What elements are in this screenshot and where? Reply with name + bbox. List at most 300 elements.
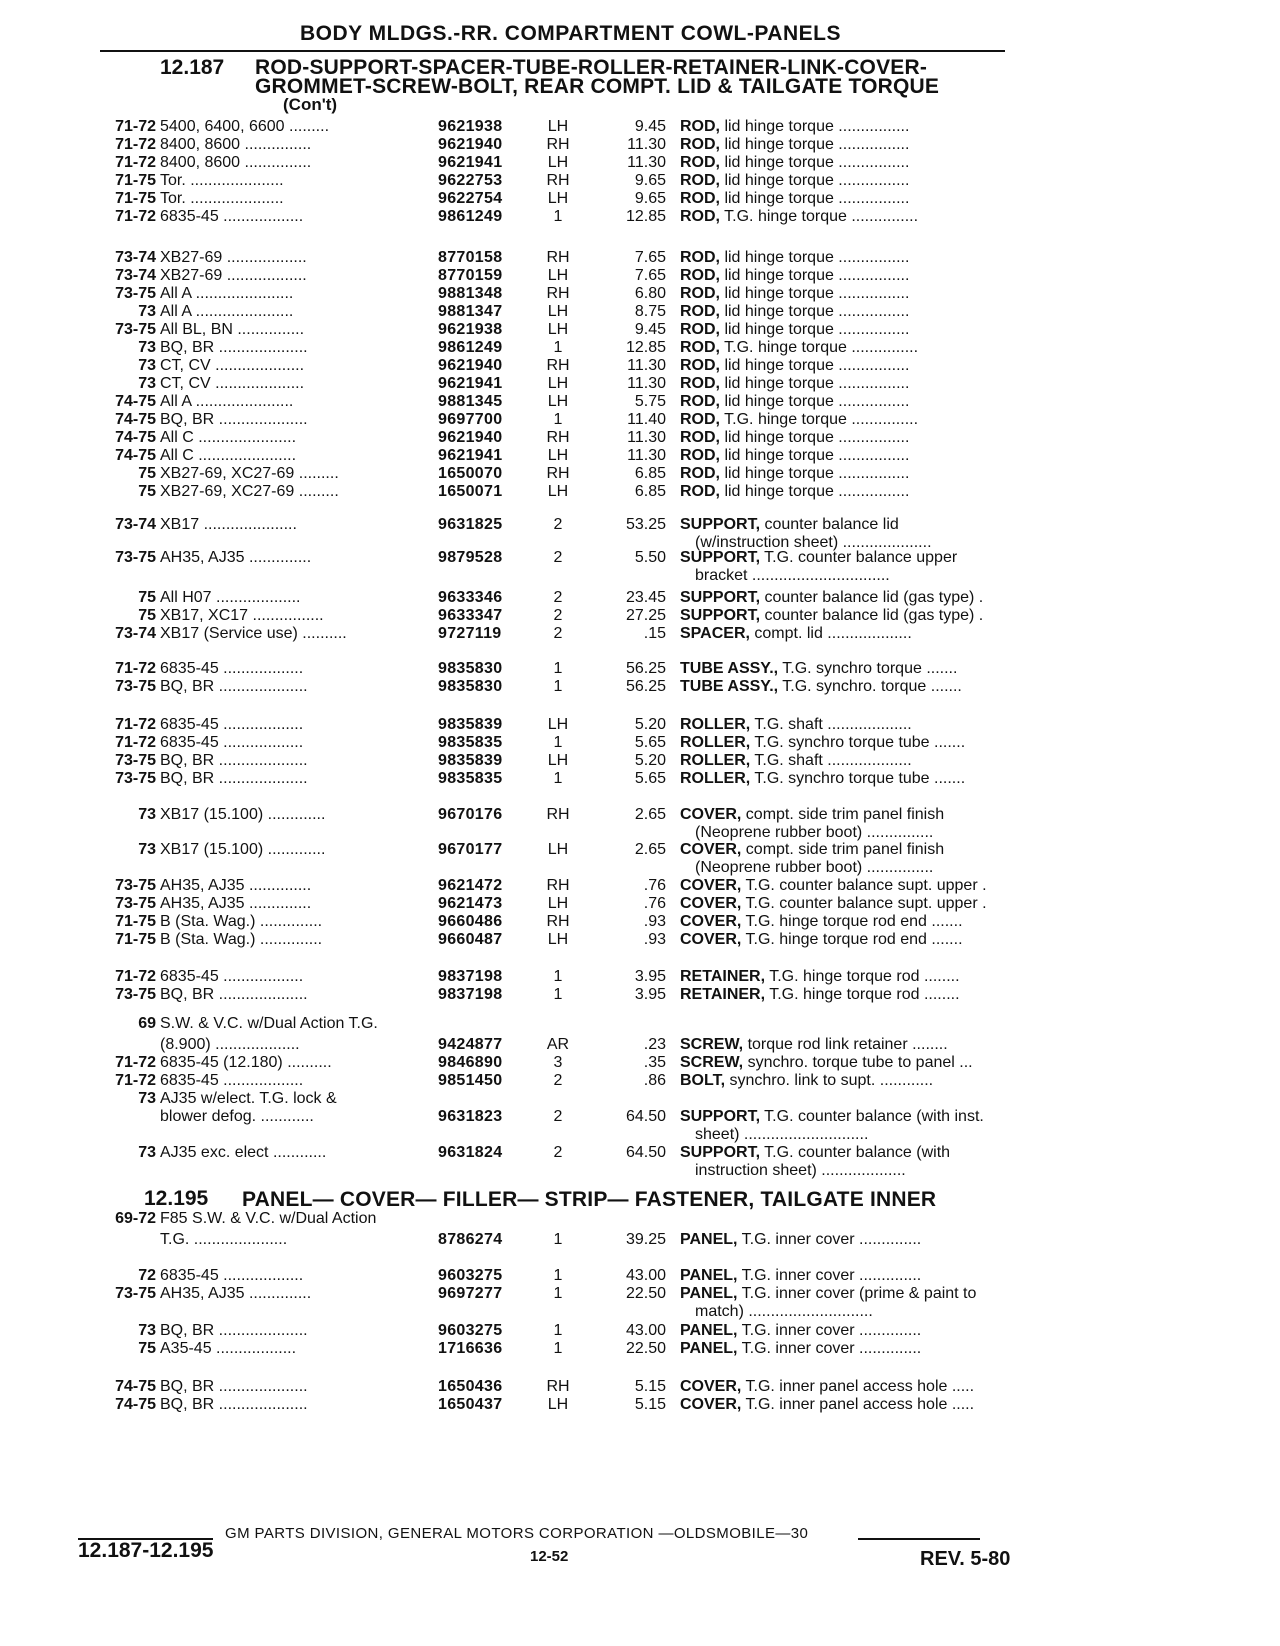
part-name: SUPPORT, bbox=[680, 607, 761, 624]
model-code: Tor. ..................... bbox=[160, 172, 284, 189]
price: 11.30 bbox=[627, 447, 666, 464]
model-year: 73-75 bbox=[115, 321, 156, 338]
model-year: 72 bbox=[138, 1267, 156, 1284]
part-description-continued: instruction sheet) ................... bbox=[695, 1162, 906, 1179]
parts-row bbox=[0, 447, 1280, 467]
quantity: LH bbox=[547, 321, 569, 338]
model-year: 73-75 bbox=[115, 285, 156, 302]
part-name: SUPPORT, bbox=[680, 589, 761, 606]
parts-row bbox=[0, 303, 1280, 323]
part-name: ROLLER, bbox=[680, 734, 751, 751]
part-name: ROD, bbox=[680, 447, 720, 464]
part-description bbox=[680, 1267, 1048, 1285]
model-year: 71-72 bbox=[115, 716, 156, 733]
quantity: RH bbox=[546, 877, 570, 894]
price: 11.30 bbox=[627, 375, 666, 392]
parts-row bbox=[0, 154, 1280, 174]
part-description-text: synchro. link to supt. ............ bbox=[725, 1072, 934, 1089]
part-name: ROD, bbox=[680, 208, 720, 225]
part-number: 9835835 bbox=[438, 734, 503, 751]
parts-row bbox=[0, 393, 1280, 413]
model-code: 8400, 8600 ............... bbox=[160, 154, 312, 171]
part-name: ROD, bbox=[680, 303, 720, 320]
parts-row bbox=[0, 607, 1280, 627]
parts-row bbox=[0, 770, 1280, 790]
section1-number: 12.187 bbox=[160, 56, 225, 79]
part-description-text: lid hinge torque ................ bbox=[720, 429, 910, 446]
price: 6.85 bbox=[634, 483, 666, 500]
parts-row bbox=[0, 172, 1280, 192]
price: 56.25 bbox=[625, 660, 666, 677]
model-code: CT, CV .................... bbox=[160, 357, 305, 374]
part-description-text: synchro. torque tube to panel ... bbox=[743, 1054, 973, 1071]
price: 5.15 bbox=[634, 1378, 666, 1395]
part-description-text: T.G. counter balance supt. upper . bbox=[741, 895, 987, 912]
price: 7.65 bbox=[634, 267, 666, 284]
quantity: 2 bbox=[553, 1144, 563, 1161]
price: 64.50 bbox=[625, 1108, 666, 1125]
quantity: RH bbox=[546, 465, 570, 482]
part-description-text: lid hinge torque ................ bbox=[720, 357, 910, 374]
header-rule bbox=[100, 50, 1005, 52]
part-number: 8770159 bbox=[438, 267, 503, 284]
model-year: 73 bbox=[138, 375, 156, 392]
part-description bbox=[680, 375, 1048, 393]
part-description-text: T.G. inner cover .............. bbox=[737, 1267, 922, 1284]
parts-row bbox=[0, 339, 1280, 359]
part-description-text: compt. side trim panel finish bbox=[741, 841, 945, 858]
part-description bbox=[680, 321, 1048, 339]
part-description bbox=[680, 429, 1048, 447]
model-year: 73-75 bbox=[115, 895, 156, 912]
part-description bbox=[680, 208, 1048, 226]
model-code: All A ...................... bbox=[160, 393, 294, 410]
parts-row bbox=[0, 986, 1280, 1006]
model-year: 73-75 bbox=[115, 770, 156, 787]
part-description-text: T.G. synchro torque tube ....... bbox=[750, 734, 966, 751]
part-description bbox=[680, 1231, 1048, 1249]
quantity: RH bbox=[546, 249, 570, 266]
quantity: 1 bbox=[553, 411, 563, 428]
part-description-text: lid hinge torque ................ bbox=[720, 285, 910, 302]
price: .93 bbox=[643, 913, 666, 930]
part-description bbox=[680, 986, 1048, 1004]
model-code: All C ...................... bbox=[160, 429, 297, 446]
part-description-text: T.G. inner cover .............. bbox=[737, 1340, 922, 1357]
part-description bbox=[680, 1144, 1048, 1162]
part-number: 9727119 bbox=[438, 625, 502, 642]
part-description bbox=[680, 483, 1048, 501]
model-year: 73 bbox=[138, 806, 156, 823]
quantity: 1 bbox=[553, 208, 563, 225]
parts-row bbox=[0, 913, 1280, 933]
quantity: LH bbox=[547, 483, 569, 500]
quantity: 2 bbox=[553, 1108, 563, 1125]
part-name: ROD, bbox=[680, 136, 720, 153]
part-description bbox=[680, 734, 1048, 752]
part-description-text: T.G. counter balance supt. upper . bbox=[741, 877, 987, 894]
parts-row bbox=[0, 208, 1280, 228]
price: .76 bbox=[643, 895, 666, 912]
model-code: XB27-69, XC27-69 ......... bbox=[160, 483, 339, 500]
model-code: BQ, BR .................... bbox=[160, 1322, 308, 1339]
price: 3.95 bbox=[634, 968, 666, 985]
part-number: 9861249 bbox=[438, 208, 503, 225]
model-code: 6835-45 .................. bbox=[160, 208, 304, 225]
part-number: 9835839 bbox=[438, 752, 503, 769]
part-description-text: lid hinge torque ................ bbox=[720, 375, 910, 392]
part-name: ROD, bbox=[680, 118, 720, 135]
part-description bbox=[680, 1072, 1048, 1090]
quantity: RH bbox=[546, 172, 570, 189]
part-description bbox=[680, 465, 1048, 483]
part-description bbox=[680, 339, 1048, 357]
section2-title: PANEL— COVER— FILLER— STRIP— FASTENER, TAILGATE INNER bbox=[242, 1188, 937, 1211]
price: .23 bbox=[643, 1036, 666, 1053]
part-name: SUPPORT, bbox=[680, 1108, 761, 1125]
model-code: BQ, BR .................... bbox=[160, 411, 308, 428]
section1-title-line2: GROMMET-SCREW-BOLT, REAR COMPT. LID & TAILGATE TORQUE bbox=[255, 75, 940, 98]
part-name: COVER, bbox=[680, 1396, 742, 1413]
part-number: 9633347 bbox=[438, 607, 503, 624]
price: 11.30 bbox=[627, 136, 666, 153]
part-name: PANEL, bbox=[680, 1285, 738, 1302]
price: 5.20 bbox=[634, 752, 666, 769]
model-code: AH35, AJ35 .............. bbox=[160, 877, 312, 894]
quantity: LH bbox=[547, 393, 569, 410]
part-name: SUPPORT, bbox=[680, 516, 761, 533]
model-year: 73-75 bbox=[115, 986, 156, 1003]
price: 5.65 bbox=[634, 734, 666, 751]
price: 12.85 bbox=[625, 339, 666, 356]
quantity: LH bbox=[547, 303, 569, 320]
part-name: ROD, bbox=[680, 321, 720, 338]
quantity: 1 bbox=[553, 1340, 563, 1357]
parts-row bbox=[0, 190, 1280, 210]
part-description-text: T.G. hinge torque ............... bbox=[720, 411, 919, 428]
model-year: 75 bbox=[138, 483, 156, 500]
model-code: BQ, BR .................... bbox=[160, 1396, 308, 1413]
part-name: SUPPORT, bbox=[680, 1144, 761, 1161]
part-description bbox=[680, 1340, 1048, 1358]
part-description bbox=[680, 411, 1048, 429]
parts-row bbox=[0, 375, 1280, 395]
price: 11.30 bbox=[627, 357, 666, 374]
part-number: 1650436 bbox=[438, 1378, 503, 1395]
price: 11.30 bbox=[627, 154, 666, 171]
footer-division: GM PARTS DIVISION, GENERAL MOTORS CORPORATION —OLDSMOBILE—30 bbox=[225, 1525, 809, 1542]
price: 7.65 bbox=[634, 249, 666, 266]
part-description bbox=[680, 895, 1048, 913]
part-description bbox=[680, 607, 1048, 625]
footer-revision: REV. 5-80 bbox=[920, 1548, 1011, 1570]
footer-section-range: 12.187-12.195 bbox=[78, 1539, 214, 1562]
quantity: LH bbox=[547, 716, 569, 733]
model-code: blower defog. ............ bbox=[160, 1108, 314, 1125]
part-description bbox=[680, 1322, 1048, 1340]
part-number: 8786274 bbox=[438, 1231, 503, 1248]
model-code: 8400, 8600 ............... bbox=[160, 136, 312, 153]
model-code: XB27-69, XC27-69 ......... bbox=[160, 465, 339, 482]
quantity: 1 bbox=[553, 1285, 563, 1302]
price: 9.65 bbox=[634, 190, 666, 207]
quantity: 1 bbox=[553, 660, 563, 677]
part-description bbox=[680, 968, 1048, 986]
parts-row bbox=[0, 136, 1280, 156]
part-description-text: T.G. hinge torque rod ........ bbox=[765, 986, 960, 1003]
part-description bbox=[680, 931, 1048, 949]
parts-row bbox=[0, 411, 1280, 431]
part-description-text: T.G. hinge torque ............... bbox=[720, 208, 919, 225]
parts-row bbox=[0, 549, 1280, 569]
part-description-text: lid hinge torque ................ bbox=[720, 483, 910, 500]
model-code: AH35, AJ35 .............. bbox=[160, 549, 312, 566]
quantity: 1 bbox=[553, 770, 563, 787]
model-code: AJ35 exc. elect ............ bbox=[160, 1144, 327, 1161]
parts-row bbox=[0, 321, 1280, 341]
parts-row bbox=[0, 1054, 1280, 1074]
part-name: ROD, bbox=[680, 429, 720, 446]
quantity: 2 bbox=[553, 549, 563, 566]
model-code: (8.900) ................... bbox=[160, 1036, 300, 1053]
part-number: 9660487 bbox=[438, 931, 503, 948]
part-description-text: counter balance lid bbox=[760, 516, 899, 533]
model-year: 71-75 bbox=[115, 190, 156, 207]
parts-row bbox=[0, 483, 1280, 503]
parts-row bbox=[0, 589, 1280, 609]
section2-number: 12.195 bbox=[144, 1187, 209, 1210]
quantity: LH bbox=[547, 931, 569, 948]
part-description bbox=[680, 190, 1048, 208]
model-year: 73-74 bbox=[115, 267, 156, 284]
part-description-continued: bracket ............................... bbox=[695, 567, 890, 584]
part-description-text: T.G. shaft ................... bbox=[750, 752, 912, 769]
quantity: LH bbox=[547, 752, 569, 769]
model-code: All A ...................... bbox=[160, 285, 294, 302]
part-number: 9621941 bbox=[438, 447, 503, 464]
part-number: 9879528 bbox=[438, 549, 503, 566]
part-number: 9621473 bbox=[438, 895, 503, 912]
quantity: AR bbox=[546, 1036, 570, 1053]
part-description-text: lid hinge torque ................ bbox=[720, 249, 910, 266]
quantity: RH bbox=[546, 357, 570, 374]
part-name: ROD, bbox=[680, 154, 720, 171]
model-year: 73 bbox=[138, 339, 156, 356]
price: .86 bbox=[643, 1072, 666, 1089]
model-year: 73 bbox=[138, 1144, 156, 1161]
parts-row bbox=[0, 716, 1280, 736]
model-year: 71-72 bbox=[115, 660, 156, 677]
price: 11.40 bbox=[627, 411, 666, 428]
model-code: 5400, 6400, 6600 ......... bbox=[160, 118, 330, 135]
part-number: 9622754 bbox=[438, 190, 503, 207]
price: 22.50 bbox=[625, 1285, 666, 1302]
price: 9.65 bbox=[634, 172, 666, 189]
parts-row bbox=[0, 1267, 1280, 1287]
part-number: 9621940 bbox=[438, 357, 503, 374]
part-number: 9881347 bbox=[438, 303, 503, 320]
parts-row bbox=[0, 1285, 1280, 1305]
part-description-text: T.G. counter balance (with inst. bbox=[760, 1108, 984, 1125]
model-code: XB27-69 .................. bbox=[160, 267, 307, 284]
part-description bbox=[680, 1054, 1048, 1072]
price: 5.75 bbox=[634, 393, 666, 410]
part-name: RETAINER, bbox=[680, 968, 766, 985]
part-description-text: T.G. hinge torque rod end ....... bbox=[741, 931, 963, 948]
part-name: COVER, bbox=[680, 806, 742, 823]
parts-row bbox=[0, 118, 1280, 138]
model-year: 74-75 bbox=[115, 1378, 156, 1395]
parts-row bbox=[0, 841, 1280, 861]
price: .76 bbox=[643, 877, 666, 894]
parts-row bbox=[0, 429, 1280, 449]
model-year: 71-72 bbox=[115, 118, 156, 135]
model-year: 74-75 bbox=[115, 447, 156, 464]
part-description bbox=[680, 249, 1048, 267]
part-number: 9670176 bbox=[438, 806, 503, 823]
part-description bbox=[680, 841, 1048, 859]
part-description-text: lid hinge torque ................ bbox=[720, 303, 910, 320]
part-description bbox=[680, 806, 1048, 824]
part-description-text: lid hinge torque ................ bbox=[720, 172, 910, 189]
price: 43.00 bbox=[625, 1267, 666, 1284]
price: 22.50 bbox=[625, 1340, 666, 1357]
parts-row bbox=[0, 1396, 1280, 1416]
model-year: 71-72 bbox=[115, 208, 156, 225]
part-description bbox=[680, 660, 1048, 678]
quantity: RH bbox=[546, 285, 570, 302]
quantity: LH bbox=[547, 154, 569, 171]
part-description-text: T.G. inner cover .............. bbox=[737, 1231, 922, 1248]
part-number: 9621938 bbox=[438, 118, 503, 135]
model-code: CT, CV .................... bbox=[160, 375, 305, 392]
part-description bbox=[680, 136, 1048, 154]
part-description-text: lid hinge torque ................ bbox=[720, 118, 910, 135]
model-year: 75 bbox=[138, 589, 156, 606]
model-year: 74-75 bbox=[115, 393, 156, 410]
part-description-text: T.G. hinge torque ............... bbox=[720, 339, 919, 356]
model-code: B (Sta. Wag.) .............. bbox=[160, 931, 323, 948]
quantity: LH bbox=[547, 447, 569, 464]
parts-row bbox=[0, 678, 1280, 698]
part-description-text: T.G. synchro torque ....... bbox=[778, 660, 958, 677]
price: 2.65 bbox=[634, 841, 666, 858]
part-name: PANEL, bbox=[680, 1340, 738, 1357]
part-description bbox=[680, 447, 1048, 465]
quantity: 3 bbox=[553, 1054, 563, 1071]
part-number: 9621941 bbox=[438, 375, 503, 392]
part-description bbox=[680, 877, 1048, 895]
part-name: BOLT, bbox=[680, 1072, 726, 1089]
part-description-text: counter balance lid (gas type) . bbox=[760, 589, 984, 606]
part-number: 9660486 bbox=[438, 913, 503, 930]
model-year: 73 bbox=[138, 1322, 156, 1339]
model-code: All BL, BN ............... bbox=[160, 321, 305, 338]
parts-row bbox=[0, 285, 1280, 305]
parts-row bbox=[0, 877, 1280, 897]
parts-row bbox=[0, 968, 1280, 988]
part-number: 9697700 bbox=[438, 411, 503, 428]
part-name: ROD, bbox=[680, 393, 720, 410]
part-name: COVER, bbox=[680, 877, 742, 894]
model-year: 71-75 bbox=[115, 931, 156, 948]
part-name: PANEL, bbox=[680, 1267, 738, 1284]
part-number: 9835830 bbox=[438, 678, 503, 695]
part-description bbox=[680, 1108, 1048, 1126]
price: 11.30 bbox=[627, 429, 666, 446]
model-code: Tor. ..................... bbox=[160, 190, 284, 207]
model-year: 73 bbox=[138, 1090, 156, 1107]
part-number: 9424877 bbox=[438, 1036, 503, 1053]
parts-row bbox=[0, 1072, 1280, 1092]
part-description-text: lid hinge torque ................ bbox=[720, 321, 910, 338]
part-number: 1716636 bbox=[438, 1340, 503, 1357]
part-name: COVER, bbox=[680, 931, 742, 948]
model-code: XB17 (15.100) ............. bbox=[160, 841, 326, 858]
part-description bbox=[680, 285, 1048, 303]
part-description-text: torque rod link retainer ........ bbox=[743, 1036, 948, 1053]
price: 6.80 bbox=[634, 285, 666, 302]
price: 5.15 bbox=[634, 1396, 666, 1413]
part-number: 9621941 bbox=[438, 154, 503, 171]
part-number: 9846890 bbox=[438, 1054, 503, 1071]
price: 56.25 bbox=[625, 678, 666, 695]
parts-row bbox=[0, 806, 1280, 826]
model-code: B (Sta. Wag.) .............. bbox=[160, 913, 323, 930]
price: .15 bbox=[643, 625, 666, 642]
part-description-text: lid hinge torque ................ bbox=[720, 190, 910, 207]
footer-page-number: 12-52 bbox=[530, 1548, 569, 1565]
parts-row bbox=[0, 1108, 1280, 1128]
model-code: 6835-45 .................. bbox=[160, 716, 304, 733]
parts-row bbox=[0, 1036, 1280, 1056]
part-description bbox=[680, 516, 1048, 534]
footer-rule-right bbox=[858, 1538, 980, 1540]
parts-row bbox=[0, 516, 1280, 536]
part-description-text: T.G. shaft ................... bbox=[750, 716, 912, 733]
model-year: 71-75 bbox=[115, 913, 156, 930]
quantity: LH bbox=[547, 1396, 569, 1413]
model-year: 73-75 bbox=[115, 549, 156, 566]
parts-row bbox=[0, 1015, 1280, 1035]
part-description bbox=[680, 589, 1048, 607]
section1-continued: (Con't) bbox=[283, 95, 338, 114]
model-code: All C ...................... bbox=[160, 447, 297, 464]
model-year: 73-74 bbox=[115, 249, 156, 266]
price: 53.25 bbox=[625, 516, 666, 533]
price: 39.25 bbox=[625, 1231, 666, 1248]
model-code: BQ, BR .................... bbox=[160, 678, 308, 695]
parts-row bbox=[0, 660, 1280, 680]
page-header-title: BODY MLDGS.-RR. COMPARTMENT COWL-PANELS bbox=[300, 22, 841, 45]
parts-row bbox=[0, 1090, 1280, 1110]
model-code: T.G. ..................... bbox=[160, 1231, 288, 1248]
part-description bbox=[680, 267, 1048, 285]
part-description-text: T.G. inner panel access hole ..... bbox=[741, 1396, 975, 1413]
part-description bbox=[680, 770, 1048, 788]
model-code: A35-45 .................. bbox=[160, 1340, 297, 1357]
parts-row bbox=[0, 734, 1280, 754]
part-description bbox=[680, 1396, 1048, 1414]
model-year: 69 bbox=[138, 1015, 156, 1032]
quantity: RH bbox=[546, 1378, 570, 1395]
quantity: LH bbox=[547, 375, 569, 392]
part-number: 9603275 bbox=[438, 1267, 503, 1284]
quantity: RH bbox=[546, 913, 570, 930]
part-description-text: T.G. counter balance (with bbox=[760, 1144, 951, 1161]
price: 5.20 bbox=[634, 716, 666, 733]
part-number: 9621938 bbox=[438, 321, 503, 338]
